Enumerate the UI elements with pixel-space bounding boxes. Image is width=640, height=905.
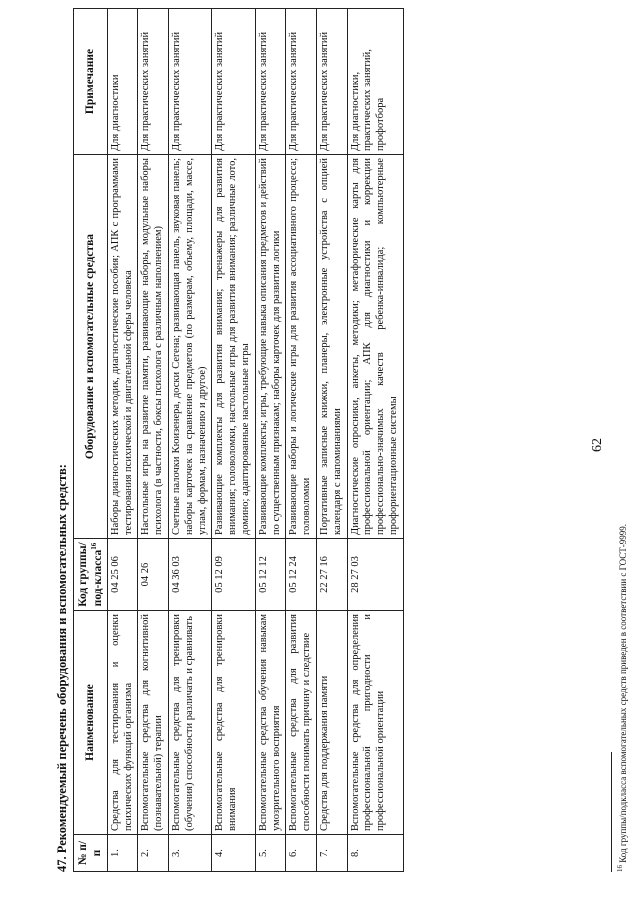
table-row — [286, 9, 317, 872]
row-equipment: Развивающие наборы и логические игры для развития ассоциативного процесса; головоломки — [286, 155, 317, 539]
header-code-label: Код группы/под-класса — [77, 542, 104, 607]
header-equipment: Оборудование и вспомогательные средства — [74, 155, 108, 539]
table-row — [169, 9, 212, 872]
row-name: Вспомогательные средства для тренировки внимания — [212, 611, 255, 835]
row-equipment: Развивающие комплекты; игры, требующие навыка описания предметов и действий по существенным признакам; наборы карточек для развития логики — [255, 155, 286, 539]
row-note: Для диагностики — [107, 9, 138, 155]
row-code: 04 25 06 — [107, 539, 138, 611]
row-equipment: Наборы диагностических методик, диагностические пособия; АПК с программами тестирования психической и двигательной сферы человека — [107, 155, 138, 539]
table-row — [212, 9, 255, 872]
row-code: 05 12 12 — [255, 539, 286, 611]
row-equipment: Портативные записные книжки, планеры, электронные устройства с опцией календаря с напоминаниями — [317, 155, 348, 539]
row-name: Вспомогательные средства для развития способности понимать причину и следствие — [286, 611, 317, 835]
row-name: Средства для поддержания памяти — [317, 611, 348, 835]
header-note: Примечание — [74, 9, 108, 155]
page-number: 62 — [590, 438, 605, 452]
footnote-marker: 16 — [616, 865, 624, 872]
row-name: Вспомогательные средства для определения профессиональной пригодности и профессиональной ориентации — [347, 611, 403, 835]
row-number: 7. — [317, 835, 348, 872]
row-code: 28 27 03 — [347, 539, 403, 611]
row-name: Вспомогательные средства обучения навыкам умозрительного восприятия — [255, 611, 286, 835]
row-note: Для практических занятий — [138, 9, 169, 155]
table-row — [107, 9, 138, 872]
row-number: 4. — [212, 835, 255, 872]
footnote — [616, 12, 628, 872]
row-note: Для диагностики, практических занятий, профотбора — [347, 9, 403, 155]
row-equipment: Настольные игры на развитие памяти, развивающие наборы, модульные наборы психолога (в частности, боксы психолога с различным наполнением) — [138, 155, 169, 539]
row-code: 04 26 — [138, 539, 169, 611]
row-equipment: Диагностические опросники, анкеты, методики; метафорические карты для профессиональной ориентации; АПК для диагностики и коррекции профессионально-значимых качеств ребенка-инвалида; компьютерные профориентационные системы — [347, 155, 403, 539]
row-number: 2. — [138, 835, 169, 872]
row-name: Вспомогательные средства для когнитивной (познавательной) терапии — [138, 611, 169, 835]
footnote-text: Код группы/подкласса вспомогательных средств приведен в соответствии с ГОСТ-9999. — [618, 524, 628, 865]
row-code: 05 12 24 — [286, 539, 317, 611]
row-name: Средства для тестирования и оценки психических функций организма — [107, 611, 138, 835]
header-num: № п/п — [74, 835, 108, 872]
row-number: 8. — [347, 835, 403, 872]
row-number: 6. — [286, 835, 317, 872]
row-number: 1. — [107, 835, 138, 872]
row-number: 3. — [169, 835, 212, 872]
row-number: 5. — [255, 835, 286, 872]
table-row — [317, 9, 348, 872]
row-equipment: Развивающие комплекты для развития внимания; тренажеры для развития внимания; головоломки, настольные игры для развития внимания; различные лото, домино; адаптированные настольные игры — [212, 155, 255, 539]
row-note: Для практических занятий — [286, 9, 317, 155]
row-note: Для практических занятий — [255, 9, 286, 155]
header-code — [74, 539, 108, 611]
footnote-rule — [611, 752, 612, 872]
row-code: 22 27 16 — [317, 539, 348, 611]
row-code: 05 12 09 — [212, 539, 255, 611]
row-equipment: Счетные палочки Кюизенера, доски Сегена; развивающая панель, звуковая панель; наборы карточек на сравнение предметов (по размерам, объему, площади, массе, углам, формам, назначению и другое) — [169, 155, 212, 539]
header-code-footnote-marker: 16 — [90, 542, 99, 550]
row-note: Для практических занятий — [169, 9, 212, 155]
header-name: Наименование — [74, 611, 108, 835]
table-header-row — [74, 9, 108, 872]
row-name: Вспомогательные средства для тренировки (обучения) способности различать и сравнивать — [169, 611, 212, 835]
section-title: 47. Рекомендуемый перечень оборудования и вспомогательных средств: — [55, 464, 69, 872]
row-note: Для практических занятий — [212, 9, 255, 155]
table-row — [138, 9, 169, 872]
row-code: 04 36 03 — [169, 539, 212, 611]
table-row — [347, 9, 403, 872]
row-note: Для практических занятий — [317, 9, 348, 155]
table-row — [255, 9, 286, 872]
equipment-table — [73, 8, 404, 872]
